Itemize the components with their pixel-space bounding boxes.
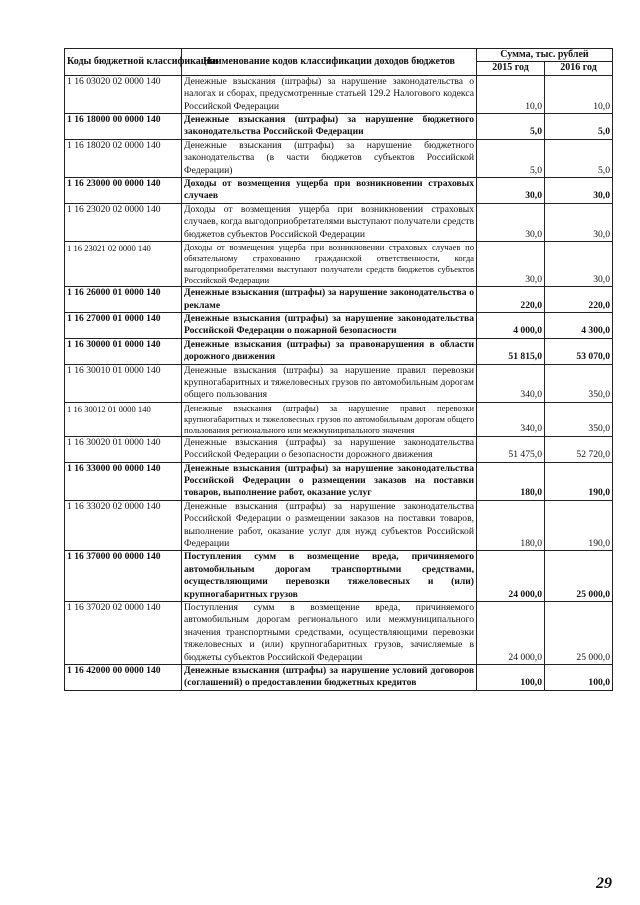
- row-code: 1 16 30010 01 0000 140: [65, 364, 182, 402]
- row-value-2015: 340,0: [477, 364, 545, 402]
- row-value-2015: 340,0: [477, 402, 545, 436]
- row-value-2015: 51 815,0: [477, 338, 545, 364]
- row-code: 1 16 27000 01 0000 140: [65, 312, 182, 338]
- row-value-2015: 24 000,0: [477, 602, 545, 665]
- row-value-2016: 30,0: [545, 242, 613, 287]
- row-name: Денежные взыскания (штрафы) за нарушение бюджетного законодательства Российской Федерации: [182, 114, 477, 140]
- row-name: Денежные взыскания (штрафы) за нарушение правил перевозки крупногабаритных и тяжеловесных грузов по автомобильным дорогам общего пользования: [182, 364, 477, 402]
- row-value-2016: 100,0: [545, 665, 613, 691]
- row-value-2015: 5,0: [477, 139, 545, 177]
- row-code: 1 16 37000 00 0000 140: [65, 551, 182, 602]
- table-row: [65, 139, 613, 177]
- header-year-2015: 2015 год: [477, 62, 545, 75]
- row-name: Доходы от возмещения ущерба при возникновении страховых случаев: [182, 178, 477, 204]
- row-value-2016: 25 000,0: [545, 551, 613, 602]
- row-code: 1 16 18000 00 0000 140: [65, 114, 182, 140]
- row-value-2015: 100,0: [477, 665, 545, 691]
- table-row: [65, 462, 613, 500]
- row-code: 1 16 23020 02 0000 140: [65, 203, 182, 241]
- row-value-2015: 10,0: [477, 75, 545, 113]
- table-row: [65, 203, 613, 241]
- row-name: Денежные взыскания (штрафы) за нарушение правил перевозки крупногабаритных и тяжеловесных грузов по автомобильным дорогам общего пользования регионального или межмуниципального значения: [182, 402, 477, 436]
- row-value-2016: 350,0: [545, 402, 613, 436]
- row-value-2016: 190,0: [545, 462, 613, 500]
- row-name: Денежные взыскания (штрафы) за нарушение законодательства Российской Федерации о безопасности дорожного движения: [182, 436, 477, 462]
- row-name: Денежные взыскания (штрафы) за правонарушения в области дорожного движения: [182, 338, 477, 364]
- row-code: 1 16 33000 00 0000 140: [65, 462, 182, 500]
- table-row: [65, 402, 613, 436]
- row-name: Доходы от возмещения ущерба при возникновении страховых случаев, когда выгодоприобретателями выступают получатели средств бюджетов субъектов Российской Федерации: [182, 203, 477, 241]
- page-number: 29: [596, 875, 612, 892]
- row-code: 1 16 37020 02 0000 140: [65, 602, 182, 665]
- header-name: Наименование кодов классификации доходов бюджетов: [182, 49, 477, 76]
- table-row: [65, 665, 613, 691]
- table-row: [65, 312, 613, 338]
- budget-table: [64, 48, 613, 691]
- row-code: 1 16 18020 02 0000 140: [65, 139, 182, 177]
- row-name: Доходы от возмещения ущерба при возникновении страховых случаев по обязательному страхованию гражданской ответственности, когда выгодоприобретателями выступают получатели средств бюджетов субъектов Российской Федерации: [182, 242, 477, 287]
- table-row: [65, 338, 613, 364]
- row-value-2016: 4 300,0: [545, 312, 613, 338]
- row-name: Денежные взыскания (штрафы) за нарушение бюджетного законодательства (в части бюджетов субъектов Российской Федерации): [182, 139, 477, 177]
- row-value-2016: 5,0: [545, 139, 613, 177]
- row-name: Денежные взыскания (штрафы) за нарушение законодательства Российской Федерации о пожарной безопасности: [182, 312, 477, 338]
- row-value-2015: 4 000,0: [477, 312, 545, 338]
- table-body: [65, 75, 613, 690]
- row-value-2015: 5,0: [477, 114, 545, 140]
- row-value-2016: 30,0: [545, 203, 613, 241]
- table-row: [65, 500, 613, 551]
- table-row: [65, 242, 613, 287]
- row-name: Денежные взыскания (штрафы) за нарушение законодательства о налогах и сборах, предусмотренные статьей 129.2 Налогового кодекса Российской Федерации: [182, 75, 477, 113]
- row-value-2016: 52 720,0: [545, 436, 613, 462]
- row-name: Денежные взыскания (штрафы) за нарушение законодательства Российской Федерации о размещении заказов на поставки товаров, выполнение работ, оказание услуг: [182, 462, 477, 500]
- row-name: Денежные взыскания (штрафы) за нарушение законодательства о рекламе: [182, 287, 477, 313]
- row-name: Денежные взыскания (штрафы) за нарушение законодательства Российской Федерации о размещении заказов на поставки товаров, выполнение работ, оказание услуг для нужд субъектов Российской Федерации: [182, 500, 477, 551]
- row-code: 1 16 33020 02 0000 140: [65, 500, 182, 551]
- row-code: 1 16 42000 00 0000 140: [65, 665, 182, 691]
- row-code: 1 16 30012 01 0000 140: [65, 402, 182, 436]
- row-value-2015: 30,0: [477, 242, 545, 287]
- table-row: [65, 436, 613, 462]
- table-row: [65, 287, 613, 313]
- row-value-2016: 10,0: [545, 75, 613, 113]
- row-name: Поступления сумм в возмещение вреда, причиняемого автомобильным дорогам транспортными средствами, осуществляющими перевозки тяжеловесных и (или) крупногабаритных грузов: [182, 551, 477, 602]
- table-row: [65, 178, 613, 204]
- row-value-2016: 350,0: [545, 364, 613, 402]
- row-value-2016: 53 070,0: [545, 338, 613, 364]
- row-value-2016: 190,0: [545, 500, 613, 551]
- row-code: 1 16 23021 02 0000 140: [65, 242, 182, 287]
- row-code: 1 16 26000 01 0000 140: [65, 287, 182, 313]
- table-row: [65, 114, 613, 140]
- row-value-2015: 30,0: [477, 203, 545, 241]
- row-code: 1 16 03020 02 0000 140: [65, 75, 182, 113]
- table-row: [65, 551, 613, 602]
- row-value-2015: 220,0: [477, 287, 545, 313]
- row-value-2015: 30,0: [477, 178, 545, 204]
- row-code: 1 16 23000 00 0000 140: [65, 178, 182, 204]
- row-name: Денежные взыскания (штрафы) за нарушение условий договоров (соглашений) о предоставлении бюджетных кредитов: [182, 665, 477, 691]
- row-code: 1 16 30020 01 0000 140: [65, 436, 182, 462]
- row-value-2016: 30,0: [545, 178, 613, 204]
- header-sum: Сумма, тыс. рублей: [477, 49, 613, 62]
- table-row: [65, 364, 613, 402]
- row-value-2016: 25 000,0: [545, 602, 613, 665]
- table-row: [65, 75, 613, 113]
- row-value-2015: 180,0: [477, 462, 545, 500]
- row-name: Поступления сумм в возмещение вреда, причиняемого автомобильным дорогам регионального или межмуниципального значения транспортными средствами, осуществляющими перевозки тяжеловесных и (или) крупногабаритных грузов, зачисляемые в бюджеты субъектов Российской Федерации: [182, 602, 477, 665]
- table-row: [65, 602, 613, 665]
- header-row: [65, 49, 613, 62]
- row-value-2016: 5,0: [545, 114, 613, 140]
- row-code: 1 16 30000 01 0000 140: [65, 338, 182, 364]
- row-value-2015: 180,0: [477, 500, 545, 551]
- row-value-2015: 24 000,0: [477, 551, 545, 602]
- header-year-2016: 2016 год: [545, 62, 613, 75]
- row-value-2016: 220,0: [545, 287, 613, 313]
- header-codes: Коды бюджетной классификации: [65, 49, 182, 76]
- row-value-2015: 51 475,0: [477, 436, 545, 462]
